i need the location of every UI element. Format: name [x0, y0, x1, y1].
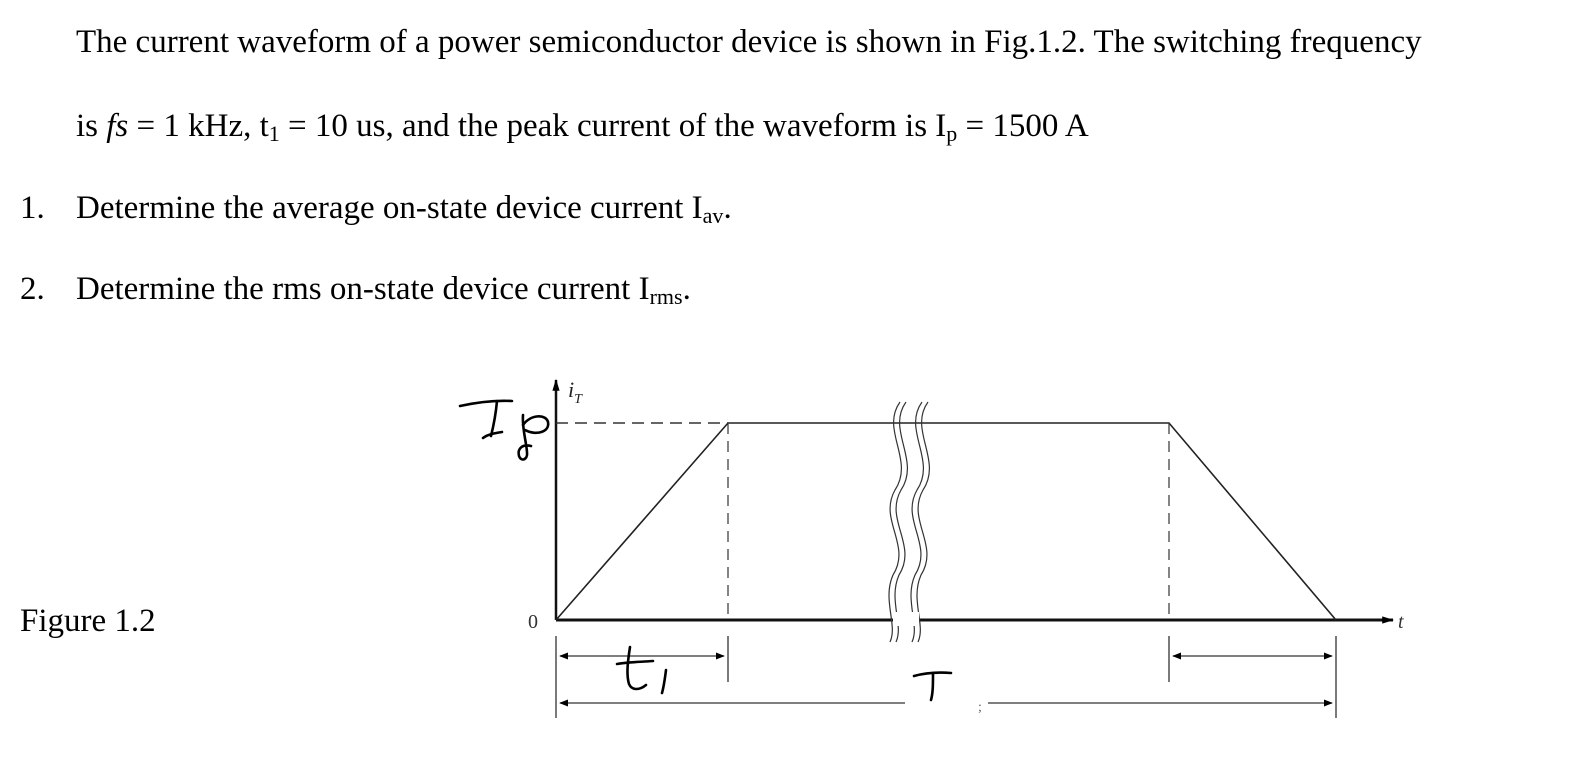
question-1-text: Determine the average on-state device current I [76, 190, 703, 226]
y-axis-label: $i_T$ [568, 377, 582, 407]
axis-break-gap [893, 612, 919, 626]
question-2-number: 2. [20, 271, 45, 307]
question-2-text: Determine the rms on-state device current I [76, 271, 650, 307]
fs-symbol: fs [106, 108, 129, 144]
intro-text-part-1: is [76, 108, 107, 144]
question-1-subscript: av [702, 203, 724, 228]
intro-text-part-2: = 1 kHz, t [128, 108, 269, 144]
dimension-ticks [556, 636, 1336, 718]
origin-label: 0 [528, 611, 538, 633]
question-2-period: . [682, 271, 691, 307]
intro-line-1-text: The current waveform of a power semiconductor device is shown in Fig.1.2. The switching frequency [76, 24, 1422, 60]
question-2-subscript: rms [649, 284, 683, 309]
figure-caption: Figure 1.2 [20, 603, 156, 639]
handwritten-t1-label [617, 647, 666, 693]
question-1-period: . [723, 190, 732, 226]
current-waveform [556, 423, 1336, 620]
intro-text-part-4: = 1500 A [957, 108, 1089, 144]
question-1-number: 1. [20, 190, 45, 226]
ip-subscript: p [946, 121, 958, 146]
x-axis-label: t [1398, 611, 1404, 633]
svg-text:;: ; [978, 700, 982, 715]
t1-subscript: 1 [268, 121, 280, 146]
axis-break-symbol [889, 402, 929, 642]
handwritten-period-label [914, 673, 951, 700]
handwritten-ip-label [460, 401, 548, 460]
intro-text-part-3: = 10 us, and the peak current of the waveform is I [279, 108, 947, 144]
